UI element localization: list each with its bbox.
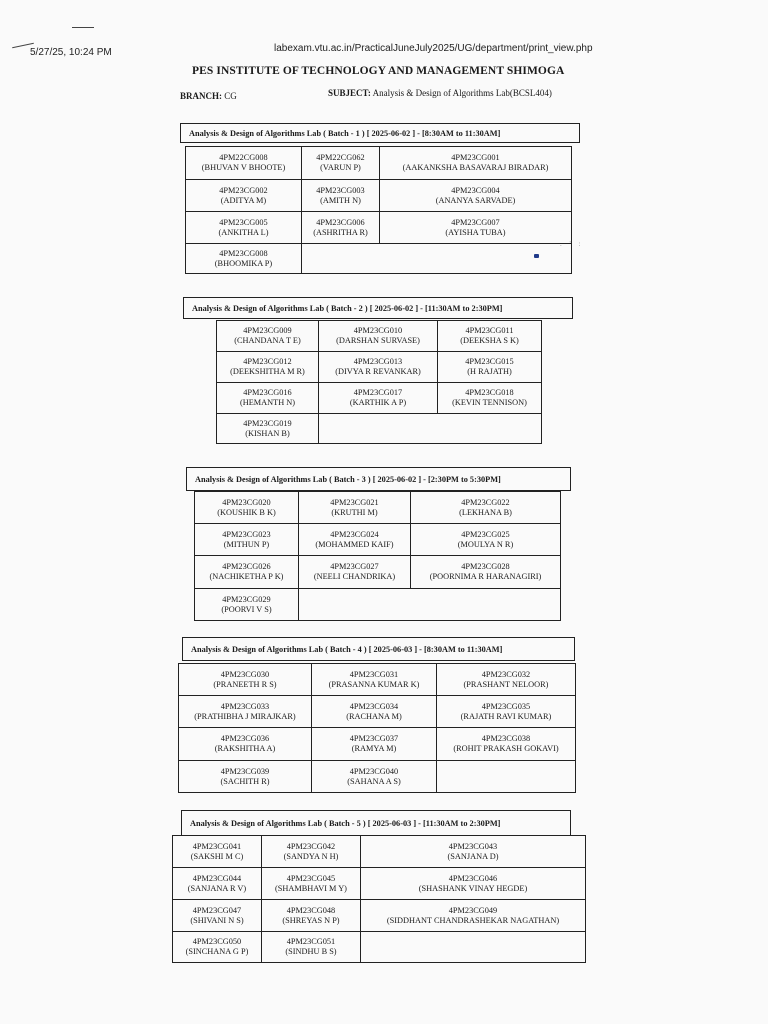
student-cell: [173, 868, 262, 900]
student-name: (SANDYA N H): [283, 851, 339, 861]
student-name: (PRANEETH R S): [213, 679, 277, 689]
branch-line: [180, 91, 237, 101]
student-cell: [262, 932, 361, 963]
batch-table: [194, 491, 561, 621]
student-usn: 4PM23CG047: [192, 905, 242, 915]
empty-cell: [361, 932, 586, 963]
student-usn: 4PM23CG023: [222, 529, 271, 539]
student-cell: [380, 147, 572, 180]
student-name: (BHOOMIKA P): [214, 258, 273, 268]
student-cell: [195, 556, 299, 589]
batch-title: Analysis & Design of Algorithms Lab ( Batch - 2 ) [ 2025-06-02 ] - [11:30AM to 2:30PM]: [183, 297, 573, 319]
student-cell: [437, 728, 576, 761]
student-usn: 4PM23CG001: [451, 153, 500, 162]
student-usn: 4PM23CG007: [451, 217, 500, 227]
student-usn: 4PM23CG037: [349, 734, 399, 743]
student-usn: 4PM23CG040: [349, 766, 399, 776]
student-name: (MOHAMMED KAIF): [315, 539, 394, 549]
batch-title: Analysis & Design of Algorithms Lab ( Batch - 1 ) [ 2025-06-02 ] - [8:30AM to 11:30AM]: [180, 123, 580, 143]
student-cell: [312, 664, 437, 696]
scan-noise: . . .: [458, 238, 482, 246]
student-cell: [179, 728, 312, 761]
student-usn: 4PM23CG045: [286, 873, 336, 883]
student-cell: [319, 352, 438, 383]
student-name: (CHANDANA T E): [234, 336, 301, 345]
student-cell: [195, 492, 299, 524]
student-cell: [179, 761, 312, 793]
batch-table: [216, 320, 542, 444]
student-usn: 4PM23CG003: [316, 185, 365, 195]
student-name: (BHUVAN V BHOOTE): [201, 163, 286, 172]
batch-table: [185, 146, 572, 274]
student-name: (RACHANA M): [346, 711, 402, 721]
student-usn: 4PM23CG033: [220, 701, 270, 711]
student-name: (AYISHA TUBA): [445, 227, 506, 237]
student-name: (KARTHIK A P): [349, 398, 407, 407]
student-usn: 4PM23CG044: [192, 873, 242, 883]
student-name: (SHIVANI N S): [190, 915, 244, 925]
empty-cell: [319, 414, 542, 444]
student-usn: 4PM23CG028: [461, 562, 510, 571]
print-date: 5/27/25, 10:24 PM: [30, 47, 112, 58]
student-cell: [195, 589, 299, 621]
student-name: (SINDHU B S): [285, 947, 337, 956]
batch-table: [178, 663, 576, 793]
branch-value: CG: [224, 91, 237, 101]
student-usn: 4PM23CG051: [286, 937, 336, 946]
student-usn: 4PM23CG006: [316, 217, 365, 227]
student-usn: 4PM23CG009: [243, 326, 292, 335]
student-usn: 4PM23CG030: [220, 669, 270, 679]
student-cell: [179, 664, 312, 696]
student-usn: 4PM23CG013: [353, 357, 403, 366]
student-usn: 4PM23CG036: [220, 734, 270, 743]
student-cell: [217, 383, 319, 414]
student-cell: [302, 180, 380, 212]
student-usn: 4PM23CG031: [349, 669, 399, 679]
student-usn: 4PM23CG015: [465, 357, 514, 366]
student-usn: 4PM23CG026: [222, 562, 271, 571]
student-name: (SANJANA R V): [187, 883, 247, 893]
student-usn: 4PM23CG004: [451, 185, 500, 195]
student-usn: 4PM23CG016: [243, 388, 292, 397]
student-name: (SANJANA D): [447, 851, 499, 861]
student-cell: [217, 321, 319, 352]
student-cell: [312, 728, 437, 761]
student-cell: [319, 383, 438, 414]
student-cell: [361, 836, 586, 868]
student-usn: 4PM23CG020: [222, 497, 271, 507]
student-usn: 4PM23CG029: [222, 594, 271, 604]
batch-title: Analysis & Design of Algorithms Lab ( Batch - 3 ) [ 2025-06-02 ] - [2:30PM to 5:30PM]: [186, 467, 571, 491]
student-name: (SACHITH R): [220, 776, 270, 786]
student-cell: [195, 524, 299, 556]
student-name: (KEVIN TENNISON): [452, 398, 527, 407]
student-cell: [438, 383, 542, 414]
student-cell: [173, 836, 262, 868]
student-name: (POORNIMA R HARANAGIRI): [429, 572, 542, 581]
student-usn: 4PM23CG042: [286, 841, 336, 851]
student-cell: [438, 352, 542, 383]
student-cell: [411, 556, 561, 589]
student-cell: [312, 761, 437, 793]
student-name: (DEEKSHA S K): [460, 336, 519, 345]
student-cell: [411, 492, 561, 524]
student-usn: 4PM23CG034: [349, 701, 399, 711]
student-name: (NACHIKETHA P K): [209, 572, 284, 581]
student-name: (LEKHANA B): [459, 507, 512, 517]
student-usn: 4PM23CG008: [219, 248, 268, 258]
student-cell: [411, 524, 561, 556]
student-name: (KRUTHI M): [331, 507, 378, 517]
student-name: (SAKSHI M C): [190, 851, 244, 861]
student-name: (RAMYA M): [351, 744, 397, 753]
student-usn: 4PM23CG012: [243, 357, 292, 366]
student-name: (SIDDHANT CHANDRASHEKAR NAGATHAN): [386, 915, 560, 925]
student-name: (KOUSHIK B K): [217, 507, 276, 517]
student-cell: [179, 696, 312, 728]
student-cell: [186, 180, 302, 212]
student-name: (RAKSHITHA A): [214, 744, 276, 753]
student-usn: 4PM23CG039: [220, 766, 270, 776]
student-usn: 4PM23CG048: [286, 905, 336, 915]
student-usn: 4PM23CG041: [192, 841, 242, 851]
student-usn: 4PM23CG017: [353, 388, 403, 397]
student-name: (PRATHIBHA J MIRAJKAR): [194, 711, 296, 721]
student-usn: 4PM23CG025: [461, 529, 510, 539]
student-name: (MITHUN P): [223, 539, 270, 549]
student-usn: 4PM23CG005: [219, 217, 268, 227]
student-name: (RAJATH RAVI KUMAR): [460, 711, 552, 721]
student-usn: 4PM23CG046: [448, 873, 498, 883]
student-usn: 4PM22CG062: [316, 153, 365, 162]
batch-title: Analysis & Design of Algorithms Lab ( Batch - 4 ) [ 2025-06-03 ] - [8:30AM to 11:30AM]: [182, 637, 575, 661]
student-name: (SHREYAS N P): [282, 915, 340, 925]
student-usn: 4PM23CG019: [243, 418, 292, 428]
student-name: (DEEKSHITHA M R): [230, 367, 305, 376]
student-name: (ANANYA SARVADE): [435, 195, 516, 205]
batch-table: [172, 835, 586, 963]
student-name: (AAKANKSHA BASAVARAJ BIRADAR): [402, 163, 549, 172]
student-name: (ASHRITHA R): [313, 227, 368, 237]
student-cell: [380, 212, 572, 244]
student-name: (PRASHANT NELOOR): [463, 679, 549, 689]
student-usn: 4PM23CG022: [461, 497, 510, 507]
student-name: (NEELI CHANDRIKA): [313, 572, 396, 581]
student-cell: [438, 321, 542, 352]
student-cell: [380, 180, 572, 212]
scan-noise: . ' :: [560, 240, 584, 248]
student-name: (KISHAN B): [245, 428, 290, 438]
subject-value: Analysis & Design of Algorithms Lab(BCSL404): [372, 88, 552, 98]
student-cell: [312, 696, 437, 728]
student-cell: [262, 868, 361, 900]
student-name: (AMITH N): [320, 195, 361, 205]
student-cell: [361, 868, 586, 900]
empty-cell: [299, 589, 561, 621]
student-cell: [437, 696, 576, 728]
student-usn: 4PM23CG032: [481, 669, 531, 679]
student-name: (H RAJATH): [467, 367, 512, 376]
student-cell: [217, 414, 319, 444]
student-name: (ANKITHA L): [218, 227, 269, 237]
institute-title: PES INSTITUTE OF TECHNOLOGY AND MANAGEMENT SHIMOGA: [192, 65, 565, 77]
student-usn: 4PM23CG027: [330, 562, 379, 571]
empty-cell: [302, 244, 572, 274]
student-name: (DARSHAN SURVASE): [336, 336, 420, 345]
student-cell: [319, 321, 438, 352]
student-name: (VARUN P): [320, 163, 361, 172]
student-usn: 4PM23CG002: [219, 185, 268, 195]
student-cell: [262, 900, 361, 932]
student-cell: [299, 556, 411, 589]
student-usn: 4PM23CG035: [481, 701, 531, 711]
student-name: (SINCHANA G P): [185, 947, 249, 956]
student-name: (SAHANA A S): [347, 776, 401, 786]
student-usn: 4PM23CG010: [353, 326, 403, 335]
student-cell: [262, 836, 361, 868]
scan-mark: [72, 27, 94, 28]
print-url: labexam.vtu.ac.in/PracticalJuneJuly2025/UG/department/print_view.php: [274, 43, 593, 54]
student-usn: 4PM23CG049: [448, 905, 498, 915]
student-cell: [361, 900, 586, 932]
student-usn: 4PM23CG050: [192, 937, 242, 946]
student-cell: [299, 492, 411, 524]
student-usn: 4PM23CG021: [330, 497, 379, 507]
branch-label: BRANCH:: [180, 91, 222, 101]
subject-line: [328, 88, 552, 98]
batch-title: Analysis & Design of Algorithms Lab ( Batch - 5 ) [ 2025-06-03 ] - [11:30AM to 2:30PM]: [181, 810, 571, 836]
student-usn: 4PM23CG018: [465, 388, 514, 397]
student-name: (ROHIT PRAKASH GOKAVI): [453, 744, 559, 753]
subject-label: SUBJECT:: [328, 88, 371, 98]
student-usn: 4PM23CG038: [481, 734, 531, 743]
student-cell: [186, 147, 302, 180]
student-name: (ADITYA M): [220, 195, 267, 205]
student-name: (POORVI V S): [221, 604, 272, 614]
student-name: (SHASHANK VINAY HEGDE): [418, 883, 528, 893]
student-cell: [299, 524, 411, 556]
student-name: (DIVYA R REVANKAR): [335, 367, 421, 376]
student-cell: [437, 664, 576, 696]
student-cell: [173, 932, 262, 963]
student-usn: 4PM23CG024: [330, 529, 379, 539]
student-name: (PRASANNA KUMAR K): [328, 679, 420, 689]
student-usn: 4PM22CG008: [219, 153, 268, 162]
student-name: (SHAMBHAVI M Y): [275, 883, 347, 893]
student-name: (MOULYA N R): [457, 539, 514, 549]
student-name: (HEMANTH N): [239, 398, 296, 407]
empty-cell: [437, 761, 576, 793]
student-cell: [173, 900, 262, 932]
student-usn: 4PM23CG011: [465, 326, 514, 335]
student-cell: [186, 244, 302, 274]
student-usn: 4PM23CG043: [448, 841, 498, 851]
student-cell: [217, 352, 319, 383]
student-cell: [302, 212, 380, 244]
student-cell: [302, 147, 380, 180]
student-cell: [186, 212, 302, 244]
